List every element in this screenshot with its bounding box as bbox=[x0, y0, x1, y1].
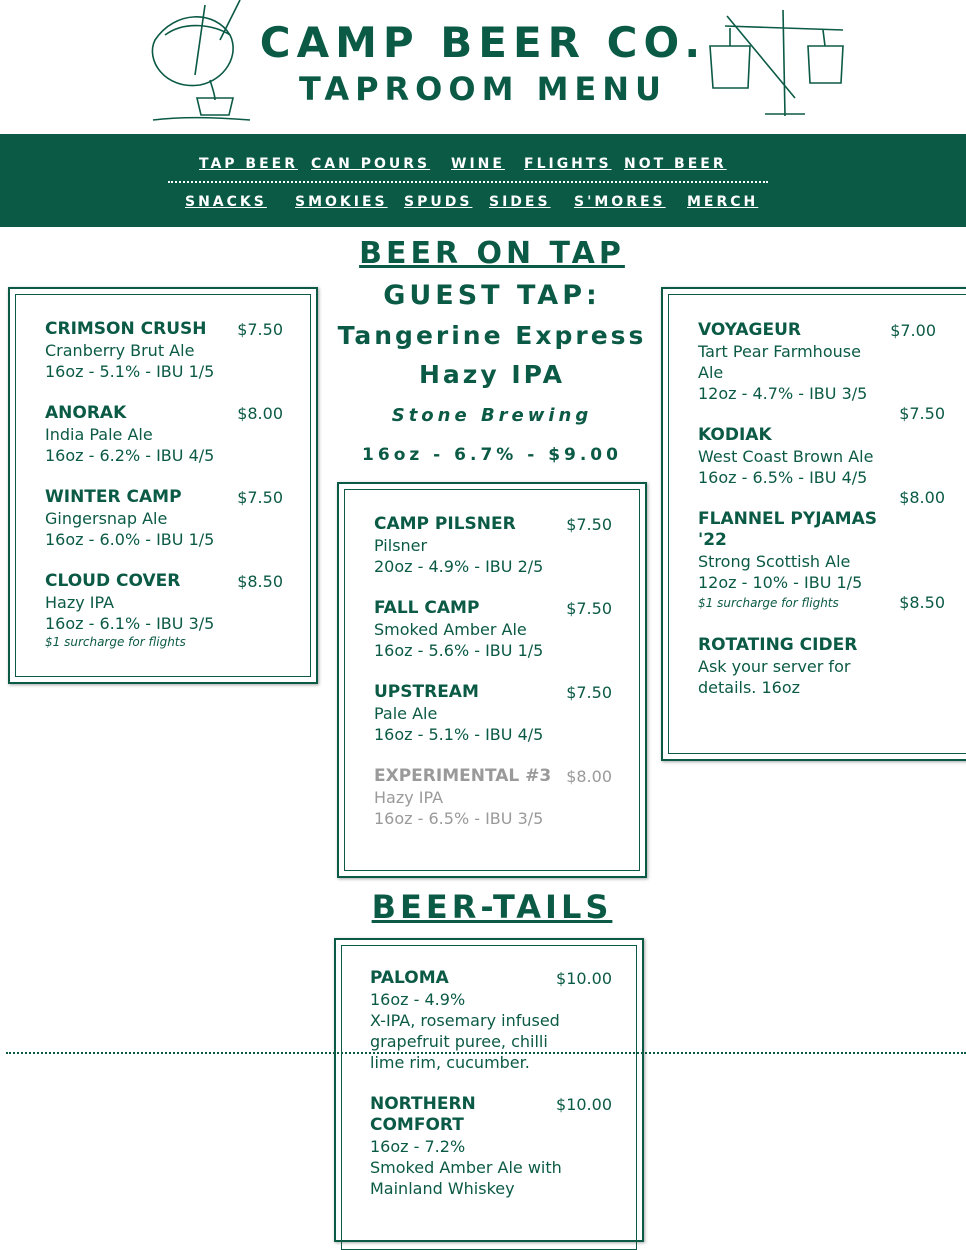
nav-smores[interactable]: S'MORES bbox=[574, 194, 666, 210]
page-fold-divider bbox=[6, 1052, 966, 1054]
menu-subtitle: TAPROOM MENU bbox=[298, 70, 668, 108]
brand-title: CAMP BEER CO. bbox=[259, 18, 707, 67]
menu-item[interactable]: CLOUD COVER $8.50 Hazy IPA 16oz - 6.1% - IBU 3/5 $1 surcharge for flights bbox=[45, 571, 283, 649]
guest-brewery: Stone Brewing bbox=[391, 405, 593, 426]
tap-list-left bbox=[8, 287, 318, 684]
menu-item[interactable]: CRIMSON CRUSH $7.50 Cranberry Brut Ale 16oz - 5.1% - IBU 1/5 bbox=[45, 319, 283, 381]
menu-item-unavailable[interactable]: EXPERIMENTAL #3 $8.00 Hazy IPA 16oz - 6.5% - IBU 3/5 bbox=[374, 766, 612, 828]
price-label: $8.00 bbox=[899, 488, 945, 507]
category-nav bbox=[0, 134, 966, 227]
tap-list-center bbox=[337, 482, 647, 878]
guest-tap-label: GUEST TAP: bbox=[383, 280, 601, 311]
guest-beer-style: Hazy IPA bbox=[418, 360, 566, 389]
nav-divider bbox=[168, 181, 768, 183]
menu-item[interactable]: WINTER CAMP $7.50 Gingersnap Ale 16oz - 6.0% - IBU 1/5 bbox=[45, 487, 283, 549]
beer-on-tap-heading: BEER ON TAP bbox=[359, 236, 625, 271]
nav-flights[interactable]: FLIGHTS bbox=[524, 156, 612, 172]
nav-snacks[interactable]: SNACKS bbox=[185, 194, 267, 210]
guest-details: 16oz - 6.7% - $9.00 bbox=[362, 445, 622, 465]
nav-merch[interactable]: MERCH bbox=[687, 194, 759, 210]
tap-list-right bbox=[661, 287, 966, 761]
nav-not-beer[interactable]: NOT BEER bbox=[624, 156, 727, 172]
beertails-list bbox=[334, 938, 644, 1242]
menu-item[interactable]: FLANNEL PYJAMAS '22 Strong Scottish Ale 12oz - 10% - IBU 1/5 $1 surcharge for flights bbox=[698, 509, 936, 611]
menu-item[interactable]: UPSTREAM $7.50 Pale Ale 16oz - 5.1% - IBU 4/5 bbox=[374, 682, 612, 744]
nav-tap-beer[interactable]: TAP BEER bbox=[199, 156, 299, 172]
flight-surcharge-note: $1 surcharge for flights bbox=[698, 596, 839, 610]
menu-item[interactable]: PALOMA $10.00 16oz - 4.9% X-IPA, rosemary infused grapefruit puree, chilli lime rim, cucumber. bbox=[370, 968, 612, 1072]
menu-item[interactable]: VOYAGEUR $7.00 Tart Pear Farmhouse Ale 12oz - 4.7% - IBU 3/5 bbox=[698, 320, 936, 403]
menu-item[interactable]: FALL CAMP $7.50 Smoked Amber Ale 16oz - 5.6% - IBU 1/5 bbox=[374, 598, 612, 660]
price-label: $7.50 bbox=[899, 404, 945, 423]
menu-item[interactable]: NORTHERN COMFORT $10.00 16oz - 7.2% Smoked Amber Ale with Mainland Whiskey bbox=[370, 1094, 612, 1198]
nav-spuds[interactable]: SPUDS bbox=[404, 194, 473, 210]
nav-smokies[interactable]: SMOKIES bbox=[295, 194, 388, 210]
guest-beer-name: Tangerine Express bbox=[337, 321, 647, 350]
nav-wine[interactable]: WINE bbox=[451, 156, 505, 172]
price-label: $8.50 bbox=[899, 593, 945, 612]
flight-surcharge-note: $1 surcharge for flights bbox=[45, 635, 186, 649]
menu-item[interactable]: ROTATING CIDER Ask your server for details. 16oz bbox=[698, 635, 858, 697]
menu-item[interactable]: KODIAK West Coast Brown Ale 16oz - 6.5% - IBU 4/5 bbox=[698, 425, 874, 487]
beertails-heading: BEER-TAILS bbox=[371, 888, 613, 926]
menu-item[interactable]: CAMP PILSNER $7.50 Pilsner 20oz - 4.9% - IBU 2/5 bbox=[374, 514, 612, 576]
nav-can-pours[interactable]: CAN POURS bbox=[311, 156, 431, 172]
nav-sides[interactable]: SIDES bbox=[489, 194, 551, 210]
menu-item[interactable]: ANORAK $8.00 India Pale Ale 16oz - 6.2% - IBU 4/5 bbox=[45, 403, 283, 465]
